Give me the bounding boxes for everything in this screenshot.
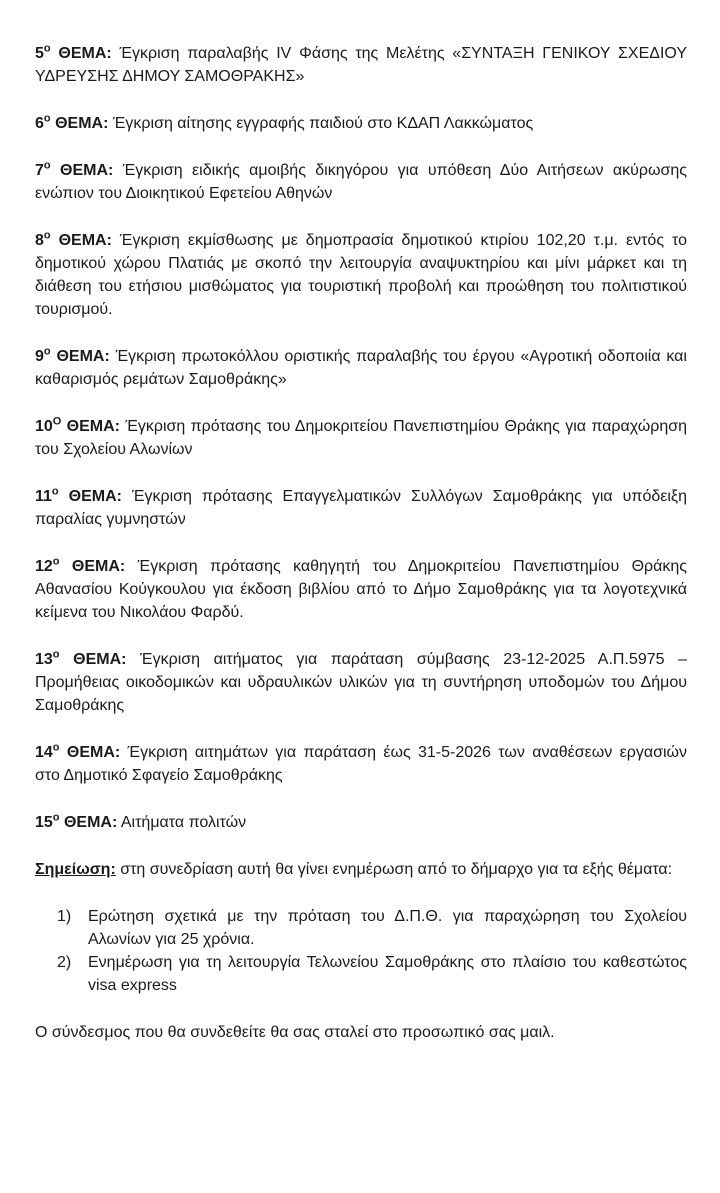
agenda-item-6-label	[35, 112, 109, 132]
agenda-item-13-ordinal: ο	[52, 648, 60, 661]
agenda-item-13-text: Έγκριση αιτήματος για παράταση σύμβασης 23-12-2025 Α.Π.5975 – Προμήθειας οικοδομικών και υδραυλικών υλικών για τη συντήρηση υποδομών του Δήμου Σαμοθράκης	[35, 651, 687, 714]
list-item-1-text: Ερώτηση σχετικά με την πρόταση του Δ.Π.Θ. για παραχώρηση του Σχολείου Αλωνίων για 25 χρόνια.	[88, 908, 687, 948]
agenda-item-5	[35, 42, 687, 88]
agenda-item-9-head: ΘΕΜΑ:	[50, 348, 110, 365]
agenda-item-7-label	[35, 159, 114, 179]
agenda-item-12	[35, 555, 687, 624]
agenda-item-12-number: 12	[35, 558, 53, 575]
agenda-item-5-head: ΘΕΜΑ:	[50, 45, 112, 62]
agenda-item-15-number: 15	[35, 814, 53, 831]
agenda-item-13-head: ΘΕΜΑ:	[59, 651, 127, 668]
agenda-item-11-number: 11	[35, 488, 52, 505]
agenda-item-15-head: ΘΕΜΑ:	[59, 814, 118, 831]
agenda-item-6-number: 6	[35, 115, 44, 132]
agenda-item-7	[35, 159, 687, 205]
agenda-item-9-ordinal: ο	[43, 345, 51, 358]
list-item-2-marker: 2)	[57, 954, 72, 971]
agenda-item-6-text: Έγκριση αίτησης εγγραφής παιδιού στο ΚΔΑΠ Λακκώματος	[108, 115, 534, 132]
agenda-item-12-head: ΘΕΜΑ:	[59, 558, 126, 575]
agenda-item-7-text: Έγκριση ειδικής αμοιβής δικηγόρου για υπόθεση Δύο Αιτήσεων ακύρωσης ενώπιον του Διοικητικού Εφετείου Αθηνών	[35, 162, 688, 202]
agenda-item-14-text: Έγκριση αιτημάτων για παράταση έως 31-5-2026 των αναθέσεων εργασιών στο Δημοτικό Σφαγείο Σαμοθράκης	[35, 744, 687, 784]
agenda-item-5-text: Έγκριση παραλαβής IV Φάσης της Μελέτης «ΣΥΝΤΑΞΗ ΓΕΝΙΚΟΥ ΣΧΕΔΙΟΥ ΥΔΡΕΥΣΗΣ ΔΗΜΟΥ ΣΑΜΟΘΡΑΚΗΣ»	[35, 45, 687, 85]
agenda-item-10	[35, 415, 687, 461]
agenda-item-15-ordinal: ο	[52, 811, 60, 824]
agenda-item-8-ordinal: ο	[43, 229, 51, 242]
agenda-item-5-ordinal: ο	[43, 42, 51, 55]
agenda-item-14-label	[35, 741, 121, 761]
agenda-item-6	[35, 112, 687, 135]
agenda-item-7-ordinal: ο	[43, 159, 51, 172]
agenda-item-12-label	[35, 555, 126, 575]
agenda-item-8-number: 8	[35, 232, 44, 249]
agenda-item-9-text: Έγκριση πρωτοκόλλου οριστικής παραλαβής του έργου «Αγροτική οδοποιία και καθαρισμός ρεμάτων Σαμοθράκης»	[35, 348, 687, 388]
agenda-item-8	[35, 229, 687, 321]
agenda-item-14-head: ΘΕΜΑ:	[59, 744, 121, 761]
agenda-item-8-text: Έγκριση εκμίσθωσης με δημοπρασία δημοτικού κτιρίου 102,20 τ.μ. εντός το δημοτικού χώρου Πλατιάς με σκοπό την λειτουργία αναψυκτηρίου και μίνι μάρκετ και τη διάθεση του ετήσιου μισθώματος για τουριστική προβολή και προώθηση του πολιτιστικού τουρισμού.	[35, 232, 687, 318]
list-item-1-marker: 1)	[57, 908, 72, 925]
agenda-item-8-label	[35, 229, 112, 249]
agenda-item-9	[35, 345, 687, 391]
agenda-item-6-head: ΘΕΜΑ:	[50, 115, 109, 132]
note-text: στη συνεδρίαση αυτή θα γίνει ενημέρωση από το δήμαρχο για τα εξής θέματα:	[115, 861, 673, 878]
agenda-item-5-number: 5	[35, 45, 44, 62]
agenda-item-9-label	[35, 345, 110, 365]
note-label: Σημείωση:	[35, 861, 116, 878]
agenda-item-15-label	[35, 811, 118, 831]
agenda-item-11-head: ΘΕΜΑ:	[58, 488, 122, 505]
agenda-item-11-label	[35, 485, 122, 505]
agenda-item-12-ordinal: ο	[52, 555, 60, 568]
closing-sentence: Ο σύνδεσμος που θα συνδεθείτε θα σας σταλεί στο προσωπικό σας μαιλ.	[35, 1024, 555, 1041]
agenda-item-7-number: 7	[35, 162, 44, 179]
agenda-item-10-text: Έγκριση πρότασης του Δημοκριτείου Πανεπιστημίου Θράκης για παραχώρηση του Σχολείου Αλωνίων	[35, 418, 687, 458]
list-item-2	[57, 951, 687, 997]
agenda-item-10-label	[35, 415, 121, 435]
agenda-item-14-ordinal: ο	[52, 741, 60, 754]
agenda-item-13-label	[35, 648, 127, 668]
note-numbered-list	[35, 905, 687, 997]
agenda-item-15	[35, 811, 687, 834]
agenda-item-5-label	[35, 42, 112, 62]
agenda-item-11-text: Έγκριση πρότασης Επαγγελματικών Συλλόγων Σαμοθράκης για υπόδειξη παραλίας γυμνηστών	[35, 488, 687, 528]
agenda-item-8-head: ΘΕΜΑ:	[50, 232, 112, 249]
agenda-item-15-text: Αιτήματα πολιτών	[117, 814, 247, 831]
note-paragraph	[35, 858, 687, 881]
agenda-item-7-head: ΘΕΜΑ:	[50, 162, 114, 179]
agenda-item-14-number: 14	[35, 744, 53, 761]
agenda-item-14	[35, 741, 687, 787]
agenda-item-11	[35, 485, 687, 531]
agenda-item-10-number: 10	[35, 418, 53, 435]
agenda-item-9-number: 9	[35, 348, 44, 365]
agenda-item-13-number: 13	[35, 651, 53, 668]
agenda-item-10-head: ΘΕΜΑ:	[61, 418, 121, 435]
agenda-item-11-ordinal: ο	[51, 485, 59, 498]
agenda-item-10-ordinal: Ο	[52, 415, 62, 428]
agenda-item-12-text: Έγκριση πρότασης καθηγητή του Δημοκριτείου Πανεπιστημίου Θράκης Αθανασίου Κούγκουλου για έκδοση βιβλίου από το Δήμο Σαμοθράκης για τα λογοτεχνικά κείμενα του Νικολάου Φαρδύ.	[35, 558, 687, 621]
agenda-item-6-ordinal: ο	[43, 112, 51, 125]
agenda-item-13	[35, 648, 687, 717]
list-item-2-text: Ενημέρωση για τη λειτουργία Τελωνείου Σαμοθράκης στο πλαίσιο του καθεστώτος visa express	[88, 954, 687, 994]
list-item-1	[57, 905, 687, 951]
